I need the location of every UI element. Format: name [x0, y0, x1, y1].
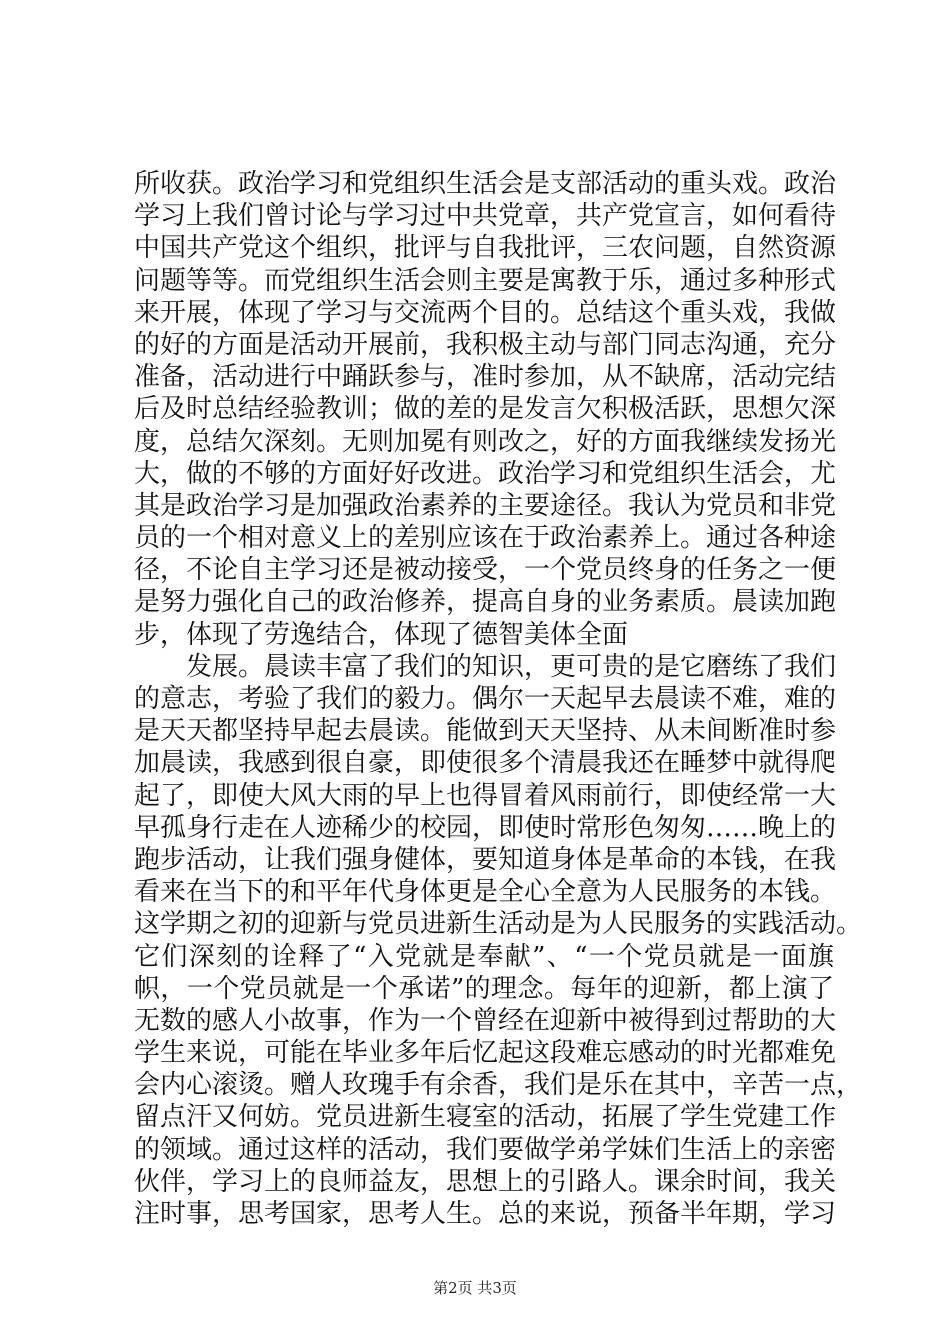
text-line: 来开展，体现了学习与交流两个目的。总结这个重头戏，我做	[134, 297, 837, 328]
text-line: 它们深刻的诠释了“入党就是奉献”、“一个党员就是一面旗	[134, 941, 834, 972]
text-line: 中国共产党这个组织，批评与自我批评，三农问题，自然资源	[134, 233, 837, 264]
text-line: 后及时总结经验教训；做的差的是发言欠积极活跃，思想欠深	[134, 394, 837, 425]
text-line: 步，体现了劳逸结合，体现了德智美体全面	[134, 619, 629, 650]
text-line: 学习上我们曾讨论与学习过中共党章，共产党宣言，如何看待	[134, 201, 837, 232]
text-line: 员的一个相对意义上的差别应该在于政治素养上。通过各种途	[134, 523, 837, 554]
document-body	[134, 168, 863, 1230]
page-number-footer: 第2页 共3页	[433, 1279, 517, 1297]
text-line: 早孤身行走在人迹稀少的校园，即使时常形色匆匆……晚上的	[134, 812, 837, 843]
text-line: 是天天都坚持早起去晨读。能做到天天坚持、从未间断准时参	[134, 716, 837, 747]
text-line: 这学期之初的迎新与党员进新生活动是为人民服务的实践活动。	[134, 909, 863, 940]
text-line: 会内心滚烫。赠人玫瑰手有余香，我们是乐在其中，辛苦一点，	[134, 1070, 863, 1101]
text-line: 发展。晨读丰富了我们的知识，更可贵的是它磨练了我们	[186, 651, 837, 682]
text-line: 大，做的不够的方面好好改进。政治学习和党组织生活会，尤	[134, 458, 837, 489]
text-line: 跑步活动，让我们强身健体，要知道身体是革命的本钱，在我	[134, 844, 837, 875]
text-line: 度，总结欠深刻。无则加冕有则改之，好的方面我继续发扬光	[134, 426, 837, 457]
text-line: 的意志，考验了我们的毅力。偶尔一天起早去晨读不难，难的	[134, 684, 837, 714]
text-line: 伙伴，学习上的良师益友，思想上的引路人。课余时间，我关	[134, 1166, 837, 1197]
text-line: 是努力强化自己的政治修养，提高自身的业务素质。晨读加跑	[134, 587, 837, 618]
text-line: 径，不论自主学习还是被动接受，一个党员终身的任务之一便	[134, 555, 837, 586]
text-line: 加晨读，我感到很自豪，即使很多个清晨我还在睡梦中就得爬	[134, 748, 837, 779]
text-line: 无数的感人小故事，作为一个曾经在迎新中被得到过帮助的大	[134, 1005, 837, 1036]
text-line: 准备，活动进行中踊跃参与，准时参加，从不缺席，活动完结	[134, 362, 837, 393]
text-line: 所收获。政治学习和党组织生活会是支部活动的重头戏。政治	[134, 169, 837, 199]
text-line: 起了，即使大风大雨的早上也得冒着风雨前行，即使经常一大	[134, 780, 837, 811]
text-line: 问题等等。而党组织生活会则主要是寓教于乐，通过多种形式	[134, 265, 837, 296]
text-line: 的好的方面是活动开展前，我积极主动与部门同志沟通，充分	[134, 329, 837, 360]
text-line: 看来在当下的和平年代身体更是全心全意为人民服务的本钱。	[134, 877, 837, 908]
text-line: 其是政治学习是加强政治素养的主要途径。我认为党员和非党	[134, 490, 837, 521]
text-line: 留点汗又何妨。党员进新生寝室的活动，拓展了学生党建工作	[134, 1102, 837, 1133]
text-line: 注时事，思考国家，思考人生。总的来说，预备半年期，学习	[134, 1199, 837, 1229]
text-line: 学生来说，可能在毕业多年后忆起这段难忘感动的时光都难免	[134, 1038, 837, 1069]
text-line: 的领域。通过这样的活动，我们要做学弟学妹们生活上的亲密	[134, 1134, 837, 1165]
text-line: 帜，一个党员就是一个承诺”的理念。每年的迎新，都上演了	[134, 973, 834, 1004]
